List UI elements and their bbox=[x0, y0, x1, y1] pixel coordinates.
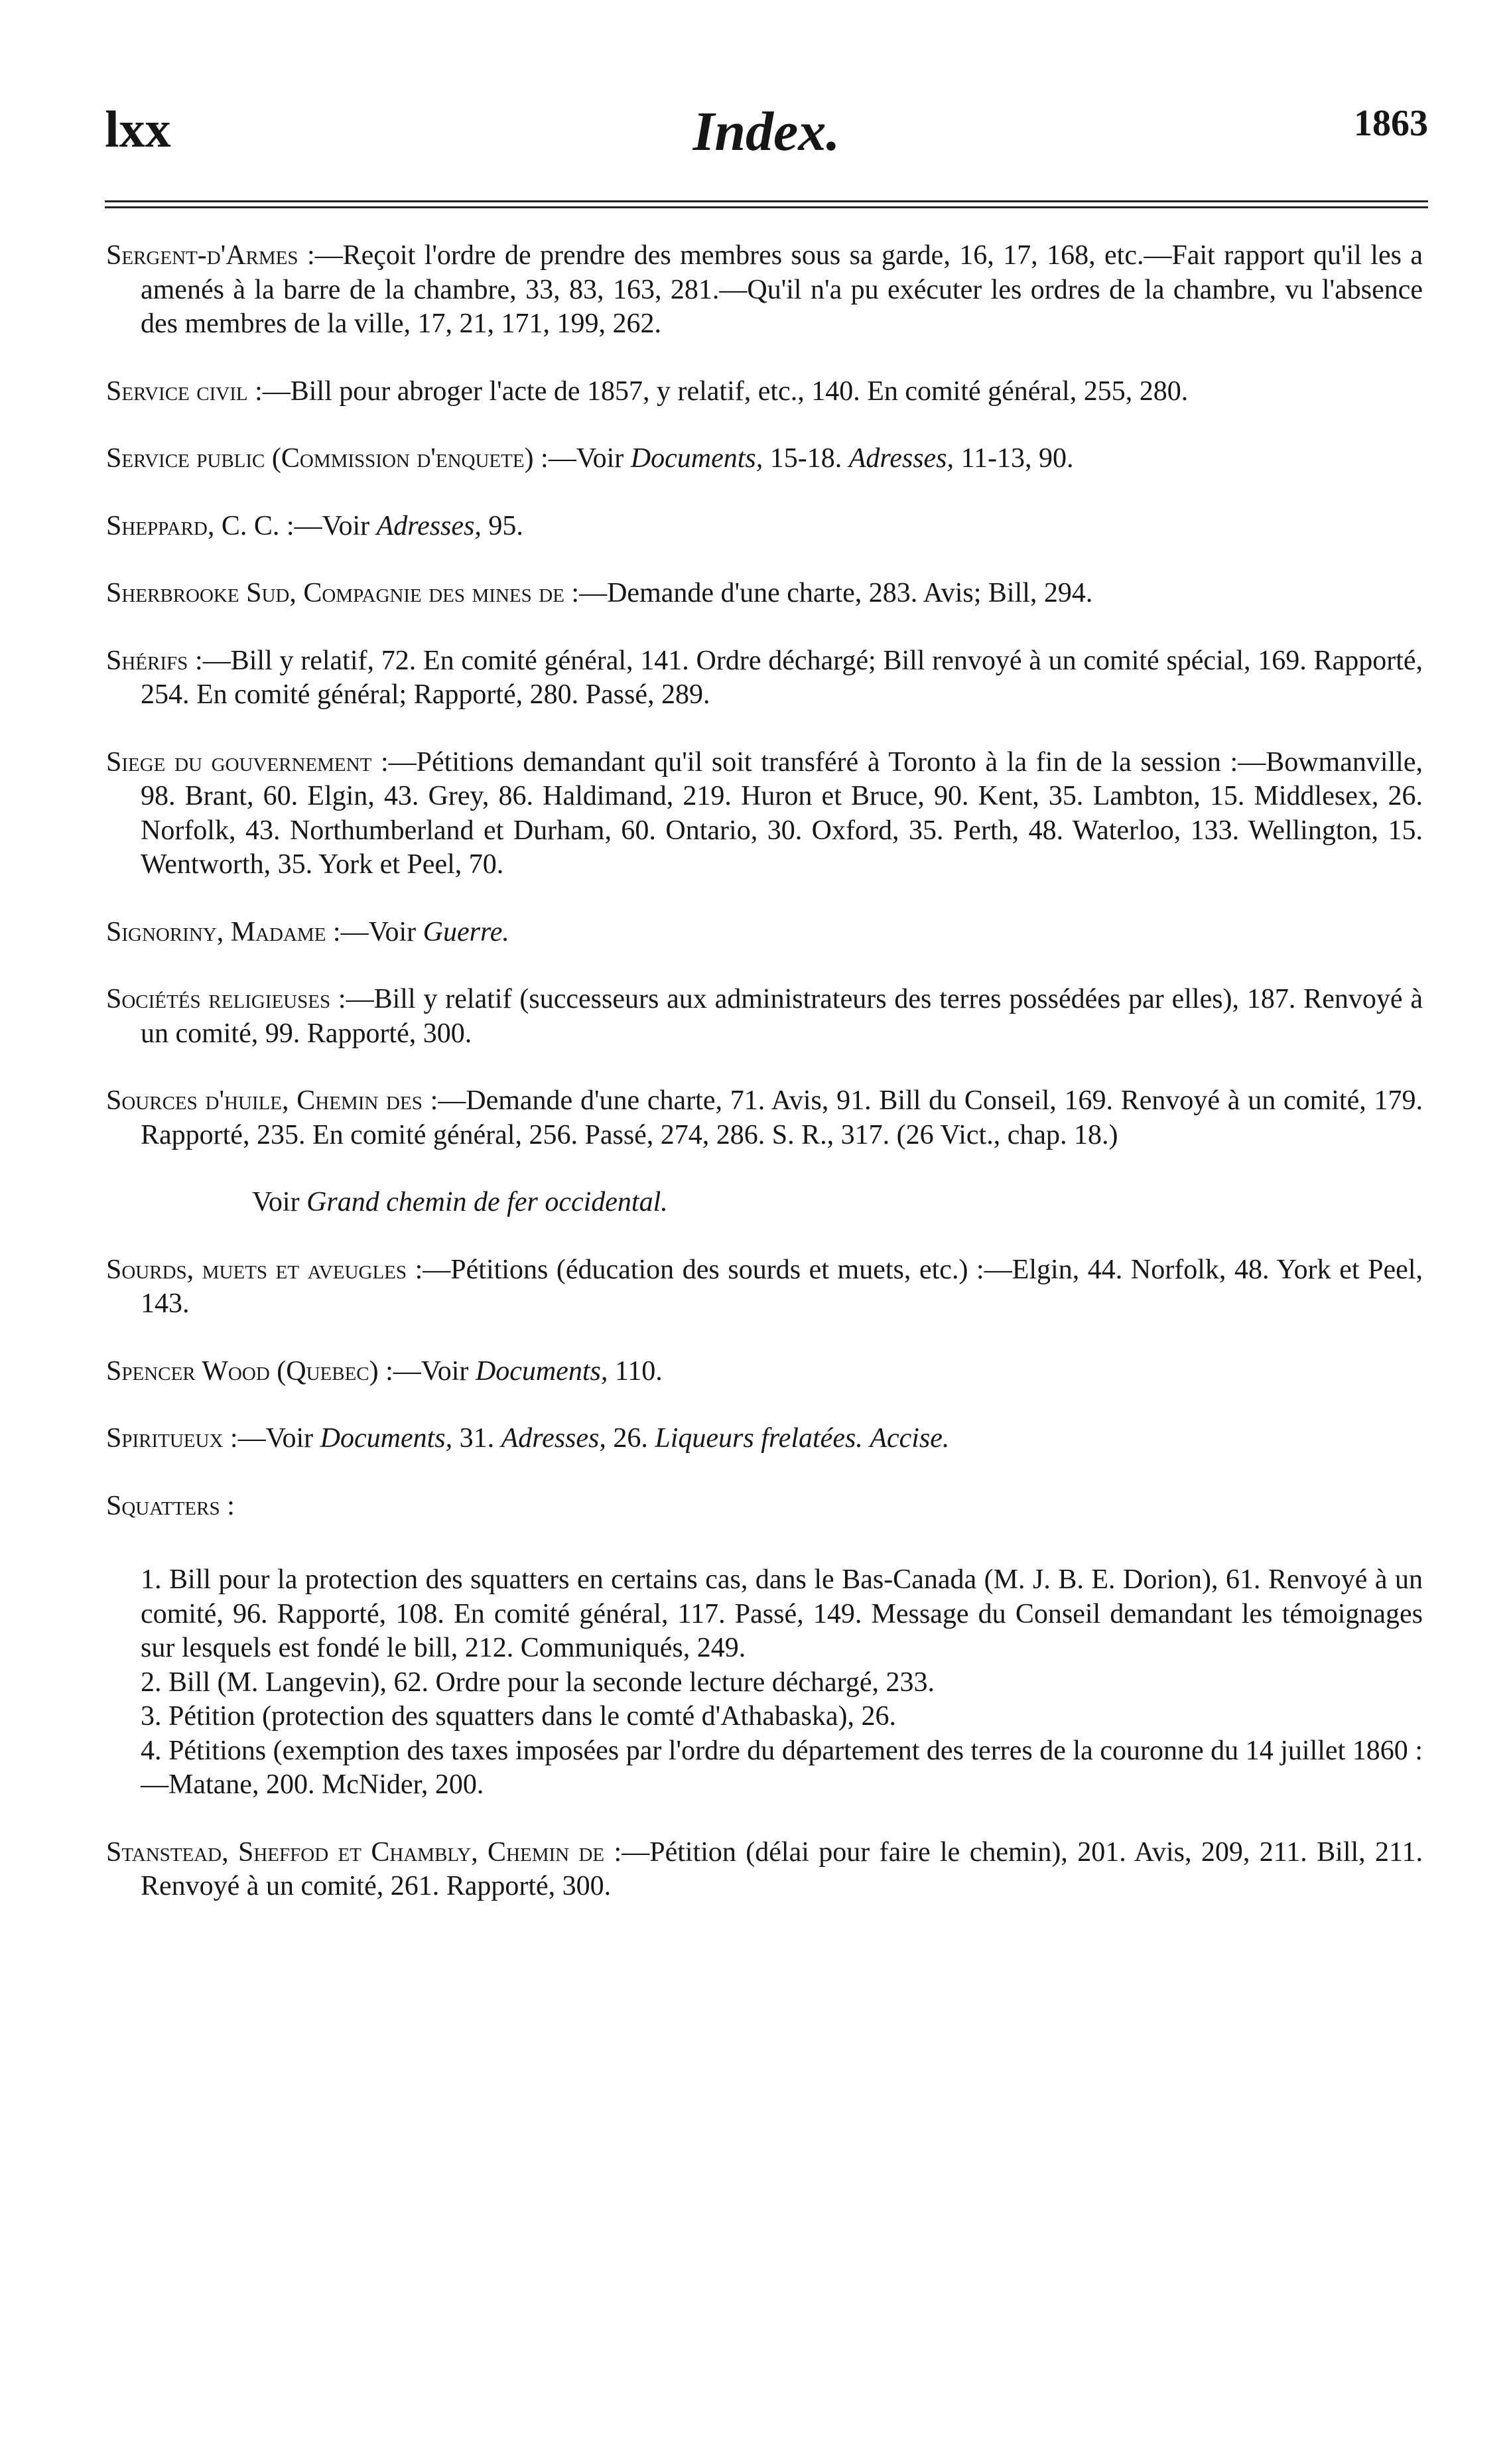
entry-heading: Sources d'huile, Chemin des bbox=[106, 1085, 423, 1116]
entry-text: :—Pétition (délai pour faire le chemin), 201. Avis, 209, 211. Bill, 211. Renvoyé à un comité, 261. Rapporté, 300. bbox=[141, 1836, 1423, 1901]
sub-entry bbox=[106, 1700, 1423, 1734]
entry-heading: Shérifs bbox=[106, 645, 188, 676]
sub-entry bbox=[106, 1734, 1423, 1803]
entry-text: :—Pétitions demandant qu'il soit transféré à Toronto à la fin de la session :—Bowmanville, 98. Brant, 60. Elgin, 43. Grey, 86. Haldimand, 219. Huron et Bruce, 90. Kent, 35. Lambton, 15. Middlesex, 26. Norfolk, 43. Northumberland et Durham, 60. Ontario, 30. Oxford, 35. Perth, 48. Waterloo, 133. Wellington, 15. Wentworth, 35. York et Peel, 70. bbox=[141, 746, 1423, 880]
index-entry bbox=[106, 510, 1423, 544]
entry-text: 95. bbox=[481, 510, 523, 541]
index-entries bbox=[106, 239, 1423, 1904]
entry-text: :—Bill y relatif (successeurs aux administrateurs des terres possédées par elles), 187. Renvoyé à un comité, 99. Rapporté, 300. bbox=[141, 984, 1423, 1049]
sub-entry-number: 1. bbox=[141, 1564, 162, 1595]
index-entry bbox=[106, 746, 1423, 882]
entry-text: 11-13, 90. bbox=[954, 443, 1074, 474]
index-entry bbox=[106, 1489, 1423, 1524]
entry-text: :—Reçoit l'ordre de prendre des membres sous sa garde, 16, 17, 168, etc.—Fait rapport qu'il les a amenés à la barre de la chambre, 33, 83, 163, 281.—Qu'il n'a pu exécuter les ordres de la chambre, vu l'absence des membres de la ville, 17, 21, 171, 199, 262. bbox=[141, 240, 1423, 339]
index-entry bbox=[106, 375, 1423, 409]
entry-reference: Documents, bbox=[475, 1355, 608, 1387]
entry-heading: Sherbrooke Sud, Compagnie des mines de bbox=[106, 578, 564, 608]
entry-text: :—Voir bbox=[541, 443, 631, 474]
page-year: 1863 bbox=[1354, 103, 1428, 144]
entry-heading: Sergent-d'Armes bbox=[106, 240, 298, 271]
index-entry bbox=[106, 1836, 1423, 1904]
cross-reference bbox=[106, 1186, 1423, 1220]
entry-heading: Spiritueux bbox=[106, 1423, 224, 1454]
entry-heading: Siege du gouvernement bbox=[106, 746, 372, 778]
entry-reference: Adresses, bbox=[501, 1423, 606, 1454]
entry-heading: Sourds, muets et aveugles bbox=[106, 1254, 407, 1285]
entry-heading: Sheppard, C. C. bbox=[106, 510, 280, 541]
sub-entry-number: 4. bbox=[141, 1735, 162, 1766]
sub-entry-number: 3. bbox=[141, 1701, 162, 1732]
index-entry bbox=[106, 1355, 1423, 1389]
sub-entry bbox=[106, 1666, 1423, 1700]
entry-heading: Spencer Wood (Quebec) bbox=[106, 1355, 379, 1387]
entry-text: :—Voir bbox=[332, 916, 423, 947]
entry-heading: Sociétés religieuses bbox=[106, 984, 331, 1014]
index-entry bbox=[106, 1253, 1423, 1322]
entry-heading: Service public (Commission d'enquete) bbox=[106, 443, 534, 474]
entry-text: :—Voir bbox=[286, 510, 377, 541]
cross-reference-prefix: Voir bbox=[252, 1187, 307, 1217]
entry-text bbox=[863, 1423, 870, 1454]
entry-text: :—Demande d'une charte, 71. Avis, 91. Bill du Conseil, 169. Renvoyé à un comité, 179. Rapporté, 235. En comité général, 256. Passé, 274, 286. S. R., 317. (26 Vict., chap. 18.) bbox=[141, 1085, 1423, 1150]
entry-reference: Liqueurs frelatées. bbox=[655, 1423, 863, 1454]
index-entry bbox=[106, 1084, 1423, 1152]
entry-reference: Documents, bbox=[630, 443, 763, 474]
entry-text: :—Voir bbox=[385, 1355, 476, 1387]
entry-text: :—Bill pour abroger l'acte de 1857, y relatif, etc., 140. En comité général, 255, 280. bbox=[255, 376, 1189, 407]
sub-entry-number: 2. bbox=[141, 1667, 162, 1698]
index-entry bbox=[106, 577, 1423, 611]
sub-entry-text: Bill pour la protection des squatters en certains cas, dans le Bas-Canada (M. J. B. E. Dorion), 61. Renvoyé à un comité, 96. Rapporté, 108. En comité général, 117. Passé, 149. Message du Conseil demandant les témoignages sur lesquels est fondé le bill, 212. Communiqués, 249. bbox=[141, 1564, 1423, 1663]
cross-reference-target: Grand chemin de fer occidental. bbox=[306, 1187, 668, 1217]
entry-heading: Service civil bbox=[106, 376, 248, 407]
entry-heading: Signoriny, Madame bbox=[106, 916, 326, 947]
entry-text: 31. bbox=[452, 1423, 501, 1454]
index-entry bbox=[106, 442, 1423, 476]
entry-text: 15-18. bbox=[763, 443, 849, 474]
entry-text: :—Voir bbox=[230, 1423, 320, 1454]
entry-text: :—Pétitions (éducation des sourds et muets, etc.) :—Elgin, 44. Norfolk, 48. York et Peel, 143. bbox=[141, 1254, 1423, 1319]
entry-heading: Stanstead, Sheffod et Chambly, Chemin de bbox=[106, 1836, 605, 1868]
sub-entry bbox=[106, 1563, 1423, 1666]
entry-text: :—Bill y relatif, 72. En comité général, 141. Ordre déchargé; Bill renvoyé à un comité spécial, 169. Rapporté, 254. En comité général; Rapporté, 280. Passé, 289. bbox=[141, 645, 1423, 710]
index-entry bbox=[106, 1422, 1423, 1456]
sub-entry-text: Bill (M. Langevin), 62. Ordre pour la seconde lecture déchargé, 233. bbox=[168, 1667, 935, 1698]
header-rule-bottom bbox=[105, 206, 1428, 208]
entry-reference: Documents, bbox=[320, 1423, 453, 1454]
index-entry bbox=[106, 983, 1423, 1051]
index-entry bbox=[106, 916, 1423, 950]
page-header bbox=[105, 100, 1428, 172]
index-entry bbox=[106, 644, 1423, 713]
entry-text: :—Demande d'une charte, 283. Avis; Bill, 294. bbox=[571, 578, 1093, 608]
page-title: Index. bbox=[692, 101, 840, 163]
entry-text: 26. bbox=[606, 1423, 655, 1454]
entry-reference: Adresses, bbox=[848, 443, 954, 474]
entry-reference: Accise. bbox=[870, 1423, 950, 1454]
header-rule-top bbox=[105, 200, 1428, 202]
entry-text: : bbox=[220, 1490, 235, 1521]
sub-entry-text: Pétition (protection des squatters dans le comté d'Athabaska), 26. bbox=[168, 1701, 896, 1732]
index-entry bbox=[106, 239, 1423, 342]
page-numeral: lxx bbox=[105, 100, 171, 158]
entry-reference: Guerre. bbox=[423, 916, 509, 947]
entry-reference: Adresses, bbox=[376, 510, 482, 541]
entry-heading: Squatters bbox=[106, 1490, 220, 1521]
sub-entry-text: Pétitions (exemption des taxes imposées par l'ordre du département des terres de la couronne du 14 juillet 1860 :—Matane, 200. McNider, 200. bbox=[141, 1735, 1423, 1800]
entry-text: 110. bbox=[608, 1355, 663, 1387]
